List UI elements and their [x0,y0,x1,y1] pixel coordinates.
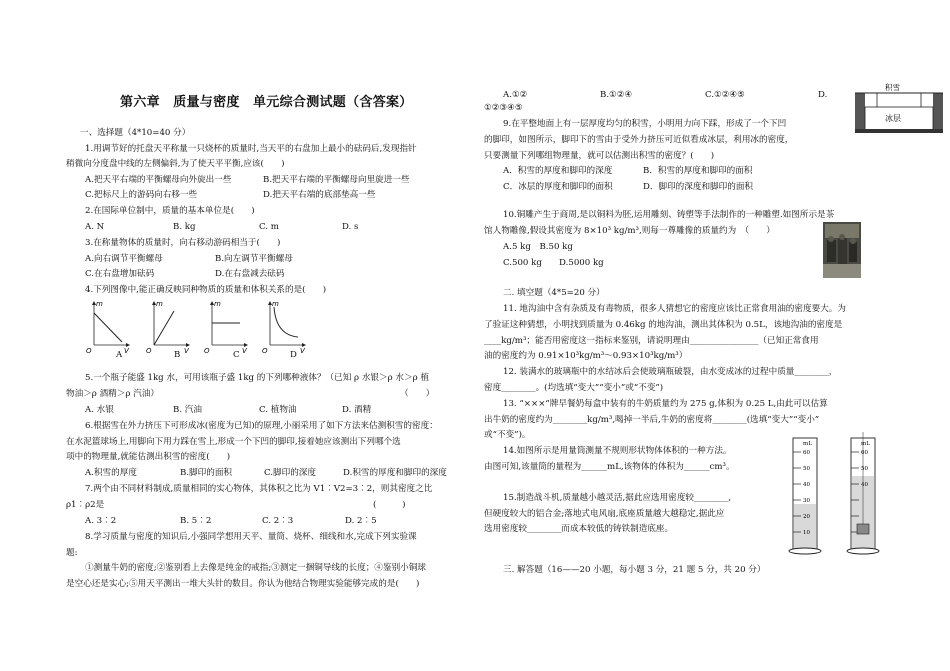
question-6-line: 项中的物理量,就能估测出积雪的密度( ) [66,452,231,462]
question-5-line: 5.一个瓶子能盛 1kg 水，可用该瓶子盛 1kg 的下列哪种液体？（已知 ρ 水银＞ρ 水＞ρ 植 [85,373,429,383]
left-cyl-tick: 40 [803,482,810,488]
q4-axis-origin: O [86,347,92,355]
q9-fig-snow-label: 积雪 [885,83,900,92]
q7-option-c: C. 2︰3 [262,516,294,526]
page-title: 第六章 质量与密度 单元综合测试题（含答案） [120,95,413,110]
q4-graph-a [86,300,130,355]
q4-graph-c [204,300,248,355]
q4-axis-m: m [272,300,279,308]
q2-option-b: B. kg [173,222,196,232]
question-12-line: 密度________。(均选填“变大”“变小”或“不变”) [484,383,664,393]
q1-option-c: C.把标尺上的游码向右移一些 [85,190,198,200]
q5-option-c: C. 植物油 [259,405,297,415]
question-6-line: 6.根据雪在外力挤压下可形成冰(密度为已知)的原理,小丽采用了如下方法来估测积雪的密度： [85,421,438,431]
question-8-line: ①测量牛奶的密度;②鉴别看上去像是纯金的戒指;③测定一捆铜导线的长度；④鉴别小铜球 [85,563,426,573]
q4-axis-v: V [124,347,129,355]
q4-axis-v: V [300,347,305,355]
q4-label-b: B [174,350,181,360]
left-cyl-tick: 30 [803,498,810,504]
q6-option-d: D.积雪的厚度和脚印的深度 [343,468,447,478]
question-14-line: 14.如图所示是用量筒测量不规则形状物体体积的一种方法。 [503,446,732,456]
question-10-line: 馆人物雕像,假设其密度为 8×10³ kg/m³,则每一尊雕像的质量约为 （ ） [484,226,775,236]
question-12-line: 12. 装满水的玻璃瓶中的水结冰后会使玻璃瓶破裂，由水变成冰的过程中质量________， [503,367,838,377]
q3-option-c: C.在右盘增加砝码 [85,269,155,279]
right-cyl-tick: 60 [861,450,868,456]
left-cyl-tick: 60 [803,450,810,456]
left-cyl-tick: 20 [803,514,810,520]
question-5-bracket: （ ） [400,389,435,399]
q9-fig-ice-label: 冰层 [885,114,901,123]
question-7-line: ρ1︰ρ2是 [66,500,105,510]
q4-axis-m: m [96,300,103,308]
right-cyl-unit: mL [861,441,870,447]
bronze-statue-photo [823,222,861,278]
q7-option-d: D. 2︰5 [345,516,377,526]
q4-label-d: D [290,350,297,360]
q5-option-b: B. 汽油 [173,405,202,415]
question-8-line: 题: [66,548,78,558]
right-cyl-tick: 40 [861,482,868,488]
q1-option-b: B.把天平右端的平衡螺母向里旋进一些 [263,175,410,185]
question-11-line: 11. 地沟油中含有杂质及有毒物质，很多人猜想它的密度应该比正常食用油的密度要大。为 [503,304,846,314]
q4-axis-v: V [242,347,247,355]
q8-option-b: B.①②④ [600,90,633,100]
q6-option-c: C.脚印的深度 [264,468,316,478]
question-11-line: ____kg/m³；能否用密度这一指标来鉴别，请说明理由________________（已知正常食用 [484,336,819,346]
q5-option-a: A. 水银 [85,405,114,415]
q3-option-a: A.向右调节平衡螺母 [85,254,163,264]
q1-option-a: A.把天平右端的平衡螺母向外旋出一些 [85,175,232,185]
question-13-line: 或“不变”)。 [484,430,531,440]
q4-label-a: A [116,350,123,360]
question-9-line: 9.在平整地面上有一层厚度均匀的积雪，小明用力向下踩，形成了一个下凹 [503,119,787,129]
question-8-line: 8.学习质量与密度的知识后,小强同学想用天平、量筒、烧杯、细线和水,完成下列实验课 [85,532,417,542]
question-15-line: 选用密度较________而成本较低的铸铁制造底座。 [484,524,674,534]
q9-snow-figure [855,85,943,135]
q2-option-d: D. s [342,222,359,232]
q9-option-b: B．积雪的厚度和脚印的面积 [643,166,753,176]
question-14-line: 由图可知,该量筒的量程为______mL,该物体的体积为______cm³。 [484,462,735,472]
q4-axis-origin: O [204,347,210,355]
q8-option-a: A.①② [503,90,528,100]
q7-option-b: B. 5︰2 [180,516,212,526]
cylinder-left [789,438,821,554]
right-cyl-tick: 50 [861,466,868,472]
q3-option-d: D.在右盘减去砝码 [215,269,285,279]
q4-graph-d [262,300,306,355]
question-1-line: 稍微向分度盘中线的左侧偏斜,为了使天平平衡,应该( ) [66,159,285,169]
q5-option-d: D. 酒精 [342,405,372,415]
section-2-heading: 二. 填空题（4*5=20 分） [503,288,605,298]
question-6-line: 在水泥篮球场上,用脚向下用力踩在雪上,形成一个下凹的脚印,接着她应该测出下列哪个选 [66,437,401,447]
measuring-cylinders-figure [785,432,905,560]
q7-option-a: A. 3︰2 [85,516,117,526]
question-7-bracket: ( ) [373,500,406,510]
left-cyl-tick: 50 [803,466,810,472]
question-2: 2.在国际单位制中，质量的基本单位是( ) [85,206,255,216]
question-11-line: 了验证这种猜想，小明找到质量为 0.46kg 的地沟油，测出其体积为 0.5L，该地沟油的密度是 [484,320,843,330]
q10-option-cd: C.500 kg D.5000 kg [503,258,604,268]
question-5-line: 物油＞ρ 酒精＞ρ 汽油） [66,389,159,399]
section-1-heading: 一、选择题（4*10=40 分） [80,128,191,138]
q8-option-d: D. [818,90,828,100]
question-8-line: 是空心还是实心;⑤用天平测出一堆大头针的数目。你认为他结合物理实验能够完成的是( ) [66,579,420,589]
q2-option-c: C. m [259,222,279,232]
question-4: 4.下列图像中,能正确反映同种物质的质量和体积关系的是( ) [85,285,327,295]
q9-option-c: C．冰层的厚度和脚印的面积 [503,182,613,192]
q4-axis-m: m [156,300,163,308]
q9-option-a: A．积雪的厚度和脚印的深度 [503,166,613,176]
left-cyl-tick: 10 [803,530,810,536]
question-3: 3.在称量物体的质量时，向右移动游码相当于( ) [85,238,281,248]
cylinder-right [847,432,879,554]
q9-option-d: D．脚印的深度和脚印的面积 [643,182,754,192]
q8-option-c: C.①②④⑤ [705,90,745,100]
q4-axis-v: V [184,347,189,355]
q2-option-a: A. N [85,222,105,232]
question-13-line: 出牛奶的密度约为________kg/m³,喝掉一半后,牛奶的密度将________(选填“变大”“变小” [484,415,820,425]
question-15-line: 15.制造战斗机,质量越小越灵活,据此应选用密度较________, [503,493,732,503]
left-cyl-unit: mL [803,441,812,447]
question-10-line: 10.铜雕产生于商周,是以铜料为胚,运用雕刻、铸塑等手法制作的一种雕塑.如图所示是茶 [503,210,835,220]
q10-option-ab: A.5 kg B.50 kg [503,242,573,252]
question-1-line: 1.用调节好的托盘天平称量一只烧杯的质量时,当天平的右盘加上最小的砝码后,发现指针 [85,144,417,154]
question-11-line: 油的密度约为 0.91×10³kg/m³～0.93×10³kg/m³） [484,351,688,361]
q8-option-d-value: ①②③④⑤ [484,103,523,113]
question-13-line: 13. “×××”牌早餐奶每盒中装有的牛奶质量约为 275 g,体积为 0.25 L,由此可以估算 [503,399,828,409]
q4-axis-m: m [214,300,221,308]
q6-option-a: A.积雪的厚度 [85,468,137,478]
q4-axis-origin: O [146,347,152,355]
q4-axis-origin: O [262,347,268,355]
question-7-line: 7.两个由不同材料制成,质量相同的实心物体，其体积之比为 V1︰V2=3︰2，则其密度之比 [85,484,433,494]
q4-graph-b [146,300,190,355]
q6-option-b: B.脚印的面积 [180,468,233,478]
question-9-line: 的脚印，如图所示，脚印下的雪由于受外力挤压可近似看成冰层，利用冰的密度， [484,135,794,145]
q4-label-c: C [233,350,240,360]
q3-option-b: B.向左调节平衡螺母 [215,254,293,264]
q1-option-d: D.把天平右端的底部垫高一些 [263,190,376,200]
section-3-heading: 三. 解答题（16——20 小题，每小题 3 分，21 题 5 分，共 20 分） [503,565,766,575]
question-15-line: 但硬度较大的铝合金;落地式电风扇,底座质量越大越稳定,据此应 [484,509,725,519]
question-9-line: 只要测量下列哪组物理量，就可以估测出积雪的密度？( ) [484,151,715,161]
